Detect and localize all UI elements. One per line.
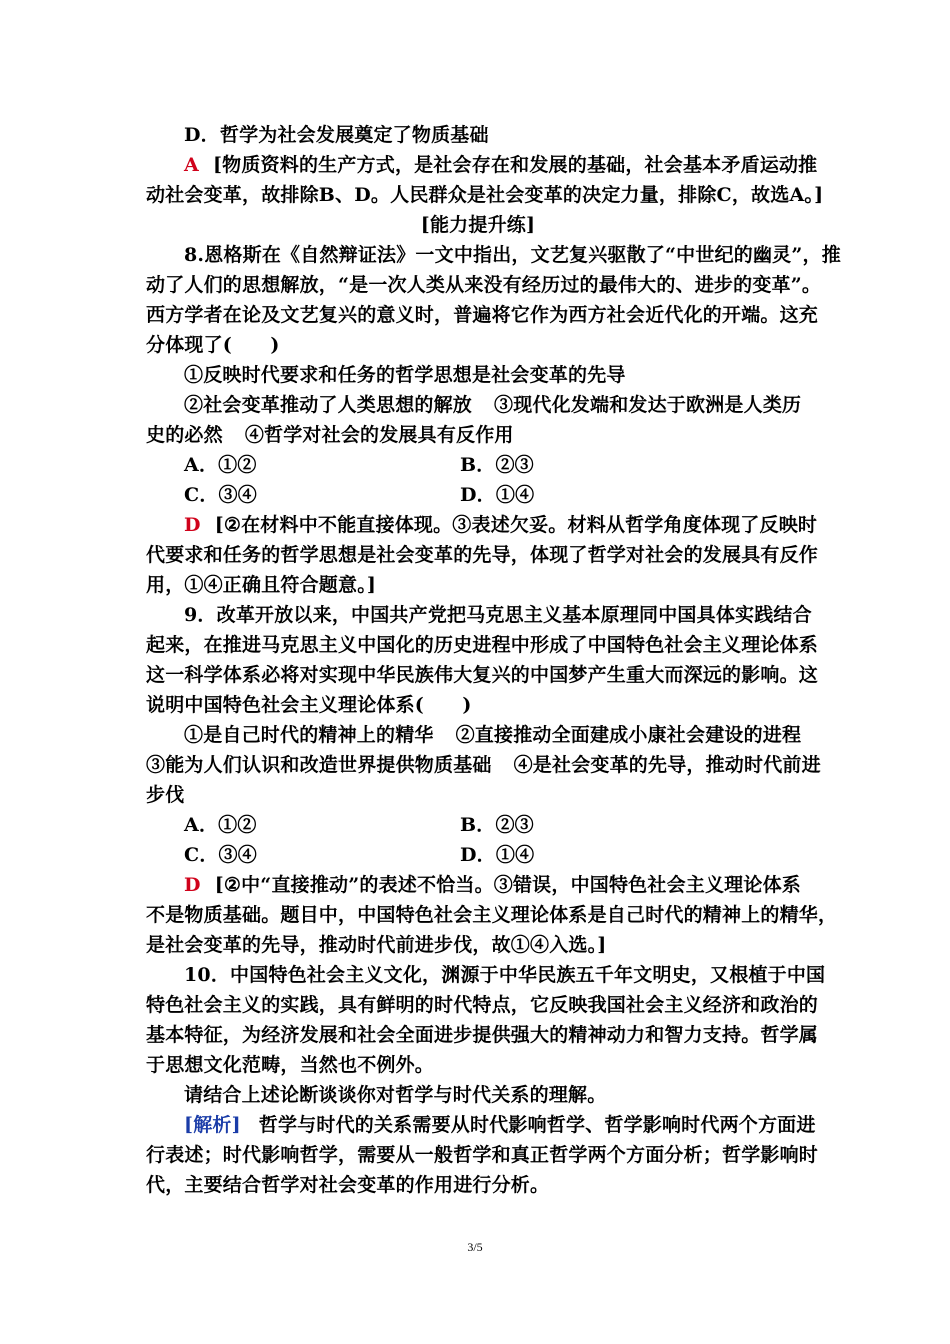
answer-letter: D — [184, 514, 201, 536]
option-b: B．②③ — [460, 454, 534, 476]
text-line: 是社会变革的先导，推动时代前进步伐，故①④入选。] — [146, 934, 607, 956]
answer-line: D [②中“直接推动”的表述不恰当。③错误，中国特色社会主义理论体系 — [184, 874, 801, 896]
options-row — [146, 840, 810, 870]
answer-line: D [②在材料中不能直接体现。③表述欠妥。材料从哲学角度体现了反映时 — [184, 514, 818, 536]
analysis-line: [解析] 哲学与时代的关系需要从时代影响哲学、哲学影响时代两个方面进 — [184, 1114, 816, 1136]
statement-line: ①是自己时代的精神上的精华 ②直接推动全面建成小康社会建设的进程 — [184, 724, 802, 746]
text-line: 西方学者在论及文艺复兴的意义时，普遍将它作为西方社会近代化的开端。这充 — [146, 304, 819, 326]
statement-line: ③能为人们认识和改造世界提供物质基础 ④是社会变革的先导，推动时代前进 — [146, 754, 821, 776]
options-row — [146, 810, 810, 840]
statement-line: ②社会变革推动了人类思想的解放 ③现代化发端和发达于欧洲是人类历 — [184, 394, 802, 416]
analysis-tag: [解析] — [184, 1114, 241, 1136]
statement-line: ①反映时代要求和任务的哲学思想是社会变革的先导 — [184, 364, 626, 386]
statement-line: 步伐 — [146, 784, 185, 806]
text-line: 于思想文化范畴，当然也不例外。 — [146, 1054, 435, 1076]
prompt-line: 请结合上述论断谈谈你对哲学与时代关系的理解。 — [184, 1084, 607, 1106]
document-content — [146, 120, 841, 1200]
text-line: 这一科学体系必将对实现中华民族伟大复兴的中国梦产生重大而深远的影响。这 — [146, 664, 819, 686]
answer-line: A [物质资料的生产方式，是社会存在和发展的基础，社会基本矛盾运动推 — [184, 154, 818, 176]
section-heading: [能力提升练] — [420, 214, 536, 236]
option-c: C．③④ — [184, 484, 257, 506]
answer-letter: D — [184, 874, 201, 896]
text-line: 起来，在推进马克思主义中国化的历史进程中形成了中国特色社会主义理论体系 — [146, 634, 819, 656]
text-line: 基本特征，为经济发展和社会全面进步提供强大的精神动力和智力支持。哲学属 — [146, 1024, 819, 1046]
question-8: 8.恩格斯在《自然辩证法》一文中指出，文艺复兴驱散了“中世纪的幽灵”，推 — [184, 244, 841, 266]
question-9: 9．改革开放以来，中国共产党把马克思主义基本原理同中国具体实践结合 — [184, 604, 812, 626]
option-d: D．①④ — [460, 844, 535, 866]
option-d: D．①④ — [460, 484, 535, 506]
text-line: 不是物质基础。题目中，中国特色社会主义理论体系是自己时代的精神上的精华， — [146, 904, 838, 926]
text-line: 代，主要结合哲学对社会变革的作用进行分析。 — [146, 1174, 550, 1196]
options-row — [146, 480, 810, 510]
answer-letter: A — [184, 154, 199, 176]
text-line: 用，①④正确且符合题意。] — [146, 574, 377, 596]
text-line: 分体现了( ) — [146, 334, 280, 356]
option-line: D．哲学为社会发展奠定了物质基础 — [184, 124, 489, 146]
option-a: A．①② — [184, 814, 257, 836]
text-line: 说明中国特色社会主义理论体系( ) — [146, 694, 472, 716]
option-c: C．③④ — [184, 844, 257, 866]
question-10: 10．中国特色社会主义文化，渊源于中华民族五千年文明史，又根植于中国 — [184, 964, 826, 986]
text-line: 动社会变革，故排除B、D。人民群众是社会变革的决定力量，排除C，故选A。] — [146, 184, 824, 206]
text-line: 动了人们的思想解放，“是一次人类从来没有经历过的最伟大的、进步的变革”。 — [146, 274, 822, 296]
options-row — [146, 450, 810, 480]
option-a: A．①② — [184, 454, 257, 476]
text-line: 行表述；时代影响哲学，需要从一般哲学和真正哲学两个方面分析；哲学影响时 — [146, 1144, 819, 1166]
page-number: 3/5 — [467, 1240, 483, 1254]
text-line: 特色社会主义的实践，具有鲜明的时代特点，它反映我国社会主义经济和政治的 — [146, 994, 819, 1016]
statement-line: 史的必然 ④哲学对社会的发展具有反作用 — [146, 424, 514, 446]
option-b: B．②③ — [460, 814, 534, 836]
text-line: 代要求和任务的哲学思想是社会变革的先导，体现了哲学对社会的发展具有反作 — [146, 544, 819, 566]
